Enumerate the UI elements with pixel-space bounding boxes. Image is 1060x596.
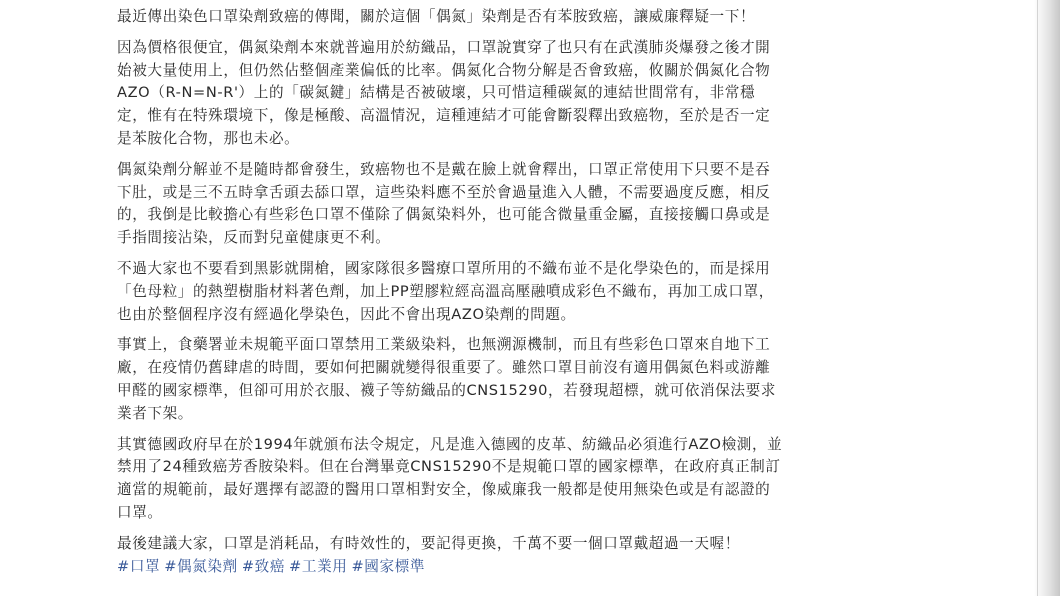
text-line: 業者下架。 <box>117 404 193 422</box>
text-line: 事實上，食藥署並未規範平面口罩禁用工業級染料，也無溯源機制，而且有些彩色口罩來自地下工 <box>117 336 771 354</box>
post-paragraph <box>117 159 912 250</box>
hashtag-link[interactable]: #偶氮染劑 <box>164 557 238 575</box>
text-line: 也由於整個程序沒有經過化學染色，因此不會出現AZO染劑的問題。 <box>117 305 576 323</box>
text-line: 最後建議大家，口罩是消耗品，有時效性的，要記得更換，千萬不要一個口罩戴超過一天喔！ <box>117 534 740 552</box>
text-line: 手指間接沾染，反而對兒童健康更不利。 <box>117 229 391 247</box>
text-line: 偶氮染劑分解並不是隨時都會發生，致癌物也不是戴在臉上就會釋出，口罩正常使用下只要不是吞 <box>117 160 771 178</box>
text-line: 因為價格很便宜，偶氮染劑本來就普遍用於紡織品，口罩說實穿了也只有在武漢肺炎爆發之後才開 <box>117 38 771 56</box>
hashtag-link[interactable]: #口罩 <box>117 557 161 575</box>
text-line: 甲醛的國家標準，但卻可用於衣服、襪子等紡織品的CNS15290，若發現超標，就可依消保法要求 <box>117 381 776 399</box>
text-line: 口罩。 <box>117 503 163 521</box>
post-paragraph <box>117 334 912 425</box>
text-line: 適當的規範前，最好選擇有認證的醫用口罩相對安全，像威廉我一般都是使用無染色或是有認證的 <box>117 481 771 499</box>
post-paragraph <box>117 434 912 525</box>
post-paragraph <box>117 37 912 151</box>
hashtag-link[interactable]: #工業用 <box>289 557 348 575</box>
text-line: 始被大量使用上，但仍然佔整個產業偏低的比率。偶氮化合物分解是否會致癌，攸關於偶氮化合物 <box>117 61 771 79</box>
post-paragraph <box>117 258 912 326</box>
text-line: 是苯胺化合物，那也未必。 <box>117 129 300 147</box>
text-line: 其實德國政府早在於1994年就頒布法令規定，凡是進入德國的皮革、紡織品必須進行AZO檢測，並 <box>117 435 783 453</box>
hashtag-row <box>117 556 912 579</box>
post-text <box>117 6 912 578</box>
text-line: 最近傳出染色口罩染劑致癌的傳聞，關於這個「偶氮」染劑是否有苯胺致癌，讓威廉釋疑一下！ <box>117 8 756 25</box>
text-line: AZO（R-N=N-R'）上的「碳氮鍵」結構是否被破壞，只可惜這種碳氮的連結世間常有，非常穩 <box>117 84 756 102</box>
post-paragraph <box>117 533 912 579</box>
right-edge-shadow <box>1034 0 1060 596</box>
text-line: 「色母粒」的熱塑樹脂材料著色劑，加上PP塑膠粒經高溫高壓融噴成彩色不織布，再加工成口罩， <box>117 282 774 300</box>
text-line: 定，惟有在特殊環境下，像是極酸、高溫情況，這種連結才可能會斷裂釋出致癌物，至於是否一定 <box>117 107 771 125</box>
text-line: 廠，在疫情仍舊肆虐的時間，要如何把關就變得很重要了。雖然口罩目前沒有適用偶氮色料或游離 <box>117 359 771 377</box>
post-paragraph <box>117 6 912 29</box>
text-line: 下肚，或是三不五時拿舌頭去舔口罩，這些染料應不至於會過量進入人體，不需要過度反應，相反 <box>117 183 771 201</box>
text-line: 不過大家也不要看到黑影就開槍，國家隊很多醫療口罩所用的不織布並不是化學染色的，而是採用 <box>117 259 771 277</box>
text-line: 禁用了24種致癌芳香胺染料。但在台灣畢竟CNS15290不是規範口罩的國家標準，在政府真正制訂 <box>117 458 781 476</box>
text-line: 的，我倒是比較擔心有些彩色口罩不僅除了偶氮染料外，也可能含微量重金屬，直接接觸口鼻或是 <box>117 206 771 224</box>
hashtag-link[interactable]: #致癌 <box>241 557 286 575</box>
hashtag-link[interactable]: #國家標準 <box>351 557 426 575</box>
